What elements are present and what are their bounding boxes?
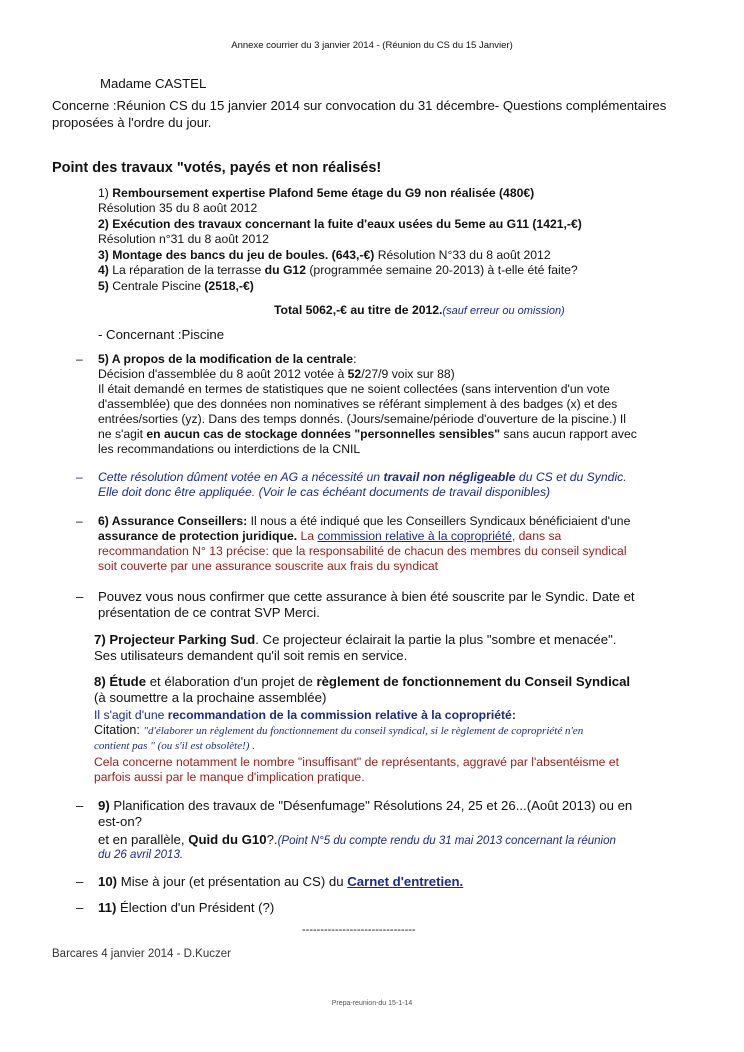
list-dash: –: [76, 589, 84, 604]
commission-link[interactable]: commission relative à la copropriété: [317, 529, 512, 543]
item10-line: 10) Mise à jour (et présentation au CS) du Carnet d'entretien.: [98, 874, 464, 889]
item6-line-4: soit couverte par une assurance souscrite aux frais du syndicat: [98, 559, 439, 573]
list-dash: –: [76, 798, 84, 813]
list-dash: –: [76, 514, 83, 528]
item7-line-2: Ses utilisateurs demandent qu'il soit remis en service.: [94, 648, 408, 663]
item6-line-3: recommandation N° 13 précise: que la responsabilité de chacun des membres du conseil syndical: [98, 544, 627, 558]
section-title: Point des travaux "votés, payés et non réalisés!: [52, 160, 382, 176]
separator: -------------------------------: [302, 924, 416, 936]
recipient: Madame CASTEL: [100, 76, 207, 91]
item8-citation: Citation: "d'élaborer un règlement du fonctionnement du conseil syndical, si le règlement de copropriété n'en: [94, 723, 584, 737]
list-dash: –: [76, 470, 83, 484]
item5-line-6: les recommandations ou interdictions de la CNIL: [98, 442, 361, 456]
item9-line-1: 9) Planification des travaux de "Désenfumage" Résolutions 24, 25 et 26...(Août 2013) ou en: [98, 798, 633, 813]
item6-line-2: assurance de protection juridique. La commission relative à la copropriété, dans sa: [98, 529, 562, 543]
item8-line-3: Il s'agit d'une recommandation de la commission relative à la copropriété:: [94, 708, 516, 722]
item5-line-4: entrées/sorties (yz). Dans des temps donnés. (Jours/semaine/période d'ouverture de la piscine.) Il: [98, 412, 626, 426]
item5-line-2: Il était demandé en termes de statistiques que ne soient collectées (sans intervention d'un vote: [98, 382, 610, 396]
document-header: Annexe courrier du 3 janvier 2014 - (Réunion du CS du 15 Janvier): [231, 40, 513, 51]
item8-line-2: (à soumettre a la prochaine assemblée): [94, 690, 327, 705]
work-item-2: 2) Exécution des travaux concernant la fuite d'eaux usées du 5eme au G11 (1421,-€): [98, 217, 582, 231]
item9-line-2: est-on?: [98, 814, 142, 829]
item5-line-5: ne s'agit en aucun cas de stockage données "personnelles sensibles" sans aucun rapport avec: [98, 427, 637, 441]
confirm-line-1: Pouvez vous nous confirmer que cette assurance à bien été souscrite par le Syndic. Date et: [98, 589, 635, 604]
item8-citation-end: contient pas " (ou s'il est obsolète!) .: [94, 740, 255, 752]
piscine-label: - Concernant :Piscine: [98, 327, 225, 342]
item9-line-3: et en parallèle, Quid du G10?.(Point N°5 du compte rendu du 31 mai 2013 concernant la réunion: [98, 832, 616, 847]
item8-line-7: parfois aussi par le manque d'implication pratique.: [94, 770, 365, 784]
resolution-note-line-1: Cette résolution dûment votée en AG a nécessité un travail non négligeable du CS et du Syndic.: [98, 470, 627, 484]
work-item-1-resolution: Résolution 35 du 8 août 2012: [98, 201, 258, 215]
page-footer: Prepa-reunion-du 15-1-14: [331, 1000, 413, 1007]
item9-line-4: du 26 avril 2013.: [98, 849, 184, 861]
carnet-entretien-link[interactable]: Carnet d'entretien.: [347, 874, 464, 889]
item5-line-1: Décision d'assemblée du 8 août 2012 votée à 52/27/9 voix sur 88): [98, 367, 455, 381]
list-dash: –: [76, 352, 83, 366]
item8-line-6: Cela concerne notamment le nombre "insuffisant" de représentants, aggravé par l'absentéisme et: [94, 755, 619, 769]
concerne-line-2: proposées à l'ordre du jour.: [52, 115, 212, 130]
item7-line-1: 7) Projecteur Parking Sud. Ce projecteur éclairait la partie la plus "sombre et menacée".: [94, 632, 617, 647]
item6-line-1: 6) Assurance Conseillers: Il nous a été indiqué que les Conseillers Syndicaux bénéficiaient d'une: [98, 514, 631, 528]
item5-line-3: d'assemblée) que des données non nominatives se référant simplement à des badges (x) et des: [98, 397, 618, 411]
work-item-2-resolution: Résolution n°31 du 8 août 2012: [98, 232, 269, 246]
resolution-note-line-2: Elle doit donc être appliquée. (Voir le cas échéant documents de travail disponibles): [98, 485, 551, 499]
signature: Barcares 4 janvier 2014 - D.Kuczer: [52, 948, 231, 960]
work-item-5: 5) Centrale Piscine (2518,-€): [98, 279, 254, 293]
list-dash: –: [76, 900, 84, 915]
concerne-line-1: Concerne :Réunion CS du 15 janvier 2014 sur convocation du 31 décembre- Questions complémentaires: [52, 98, 667, 113]
total-line: Total 5062,-€ au titre de 2012.(sauf erreur ou omission): [274, 303, 565, 317]
work-item-1: 1) Remboursement expertise Plafond 5eme étage du G9 non réalisée (480€): [98, 186, 535, 200]
item11-line: 11) Élection d'un Président (?): [98, 900, 275, 915]
confirm-line-2: présentation de ce contrat SVP Merci.: [98, 605, 320, 620]
work-item-4: 4) La réparation de la terrasse du G12 (programmée semaine 20-2013) à t-elle été faite?: [98, 263, 578, 277]
item8-line-1: 8) Étude et élaboration d'un projet de règlement de fonctionnement du Conseil Syndical: [94, 674, 631, 689]
list-dash: –: [76, 874, 84, 889]
work-item-3: 3) Montage des bancs du jeu de boules. (643,-€) Résolution N°33 du 8 août 2012: [98, 248, 551, 262]
item5-title: 5) A propos de la modification de la centrale:: [98, 352, 357, 366]
